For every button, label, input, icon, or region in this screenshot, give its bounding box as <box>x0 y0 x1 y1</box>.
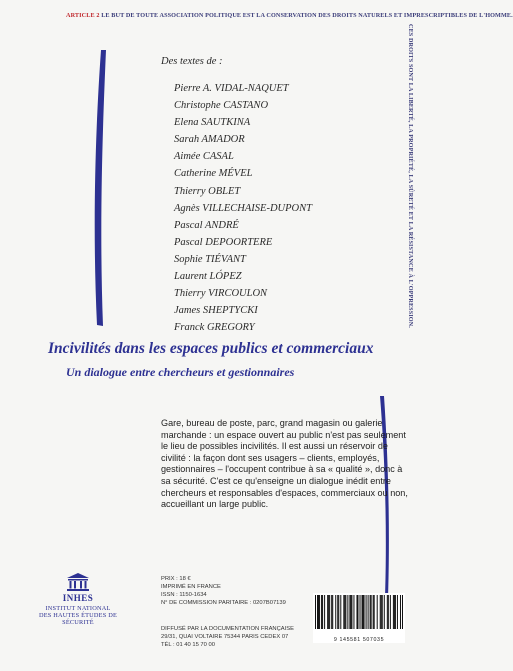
barcode-bar <box>327 595 328 629</box>
barcode-bar <box>380 595 381 629</box>
issn-text: ISSN : 1150-1634 <box>161 592 207 599</box>
logo-acronym: INHES <box>62 593 94 603</box>
barcode-bar <box>360 595 361 629</box>
barcode-bar <box>353 595 354 629</box>
barcode-number: 9 145581 507035 <box>333 637 385 643</box>
barcode-bar <box>374 595 375 629</box>
barcode-bar <box>381 595 382 629</box>
article-text: LE BUT DE TOUTE ASSOCIATION POLITIQUE EST LA CONSERVATION DES DROITS NATURELS ET IMPRESCRIPTIBLES DE L'HOMME. <box>101 12 513 19</box>
author-item: Franck GREGORY <box>174 322 255 334</box>
barcode-bar <box>322 595 323 629</box>
barcode-bar <box>347 595 348 629</box>
distribution-line: DIFFUSÉ PAR LA DOCUMENTATION FRANÇAISE <box>161 626 295 632</box>
barcode-bar <box>393 595 394 629</box>
printed-text: IMPRIMÉ EN FRANCE <box>161 584 221 591</box>
side-banner-text: CES DROITS SONT LA LIBERTÉ, LA PROPRIÉTÉ, LA SÛRETÉ ET LA RÉSISTANCE À L'OPPRESSION. <box>407 24 414 328</box>
barcode-bar <box>402 595 403 629</box>
author-item: Sarah AMADOR <box>174 134 245 146</box>
book-title: Incivilités dans les espaces publics et commerciaux <box>48 340 374 357</box>
barcode-bar <box>329 595 330 629</box>
barcode-bar <box>324 595 325 629</box>
author-item: Christophe CASTANO <box>174 100 269 112</box>
barcode-bar <box>351 595 352 629</box>
barcode-bar <box>335 595 336 629</box>
author-item: Aimée CASAL <box>174 151 234 163</box>
barcode-bar <box>317 595 318 629</box>
barcode-bar <box>387 595 388 629</box>
author-item: Thierry VIRCOULON <box>174 288 268 300</box>
author-item: Thierry OBLET <box>174 185 241 197</box>
institution-building-icon <box>65 572 91 592</box>
logo-name-line: DES HAUTES ÉTUDES DE <box>39 612 117 620</box>
publication-info <box>161 575 286 607</box>
barcode-bar <box>370 595 371 629</box>
barcode-bar <box>364 595 365 629</box>
barcode-bar <box>315 595 316 629</box>
authors-list <box>174 80 312 336</box>
barcode-bar <box>390 595 391 629</box>
barcode-bar <box>363 595 364 629</box>
barcode-bar <box>397 595 398 629</box>
barcode-bar <box>349 595 350 629</box>
author-item: Laurent LÓPEZ <box>174 271 242 283</box>
author-item: Catherine MÉVEL <box>174 168 253 180</box>
barcode-bar <box>371 595 372 629</box>
barcode-bar <box>344 595 345 629</box>
author-item: Pierre A. VIDAL-NAQUET <box>174 83 289 94</box>
commission-text: N° DE COMMISSION PARITAIRE : 0207B07139 <box>161 600 286 607</box>
distribution-info <box>161 625 294 649</box>
price-text: PRIX : 18 € <box>161 576 191 582</box>
author-item: Pascal DEPOORTERE <box>174 236 273 248</box>
barcode-bar <box>328 595 329 629</box>
barcode-bar <box>366 595 367 629</box>
author-item: James SHEPTYCKI <box>174 305 258 317</box>
back-cover-description: Gare, bureau de poste, parc, grand magasin ou galerie marchande : un espace ouvert au public n'est pas seulement le lieu de possibles incivilités. Il est aussi un réservoir de civilité : la façon dont ses usagers – clients, employés, gestionnaires – l'occupent contribue à sa « qualité », donc à sa sécurité. C'est ce qu'enseigne un dialogue inédit entre chercheurs et responsables d'espaces, commerciaux ou non, accueillant un large public. <box>161 418 408 510</box>
barcode-bar <box>319 595 320 629</box>
barcode-bar <box>356 595 357 629</box>
barcode-bar <box>382 595 383 629</box>
barcode-bar <box>400 595 401 629</box>
distribution-line: TÉL : 01 40 15 70 00 <box>161 642 215 649</box>
barcode-bar <box>357 595 358 629</box>
barcode-bar <box>337 595 338 629</box>
barcode-bar <box>350 595 351 629</box>
barcode-bar <box>388 595 389 629</box>
book-subtitle: Un dialogue entre chercheurs et gestionnaires <box>66 365 295 379</box>
barcode-bar <box>331 595 332 629</box>
barcode-bar <box>395 595 396 629</box>
author-item: Sophie TIÉVANT <box>174 253 246 265</box>
author-item: Agnès VILLECHAISE-DUPONT <box>174 202 312 214</box>
authors-heading: Des textes de : <box>161 56 223 67</box>
barcode-bar <box>373 595 374 629</box>
logo-full-name <box>28 605 128 627</box>
logo-name-line: INSTITUT NATIONAL <box>45 605 111 612</box>
barcode-bar <box>394 595 395 629</box>
barcode-bars <box>313 593 405 631</box>
barcode-bar <box>332 595 333 629</box>
barcode-bar <box>384 595 385 629</box>
barcode-bar <box>362 595 363 629</box>
brush-stroke-left <box>95 50 106 326</box>
barcode-bar <box>321 595 322 629</box>
article-label: ARTICLE 2 <box>66 12 100 19</box>
barcode-bar <box>340 595 341 629</box>
barcode-bar <box>338 595 339 629</box>
inhes-logo <box>28 572 128 627</box>
barcode-bar <box>345 595 346 629</box>
barcode-bar <box>368 595 369 629</box>
barcode <box>313 593 405 643</box>
barcode-bar <box>343 595 344 629</box>
barcode-bar <box>318 595 319 629</box>
distribution-line: 29/31, QUAI VOLTAIRE 75344 PARIS CEDEX 07 <box>161 634 289 641</box>
author-item: Pascal ANDRÉ <box>174 219 239 231</box>
barcode-bar <box>377 595 378 629</box>
logo-name-line: SÉCURITÉ <box>62 619 94 627</box>
author-item: Elena SAUTKINA <box>174 117 251 129</box>
